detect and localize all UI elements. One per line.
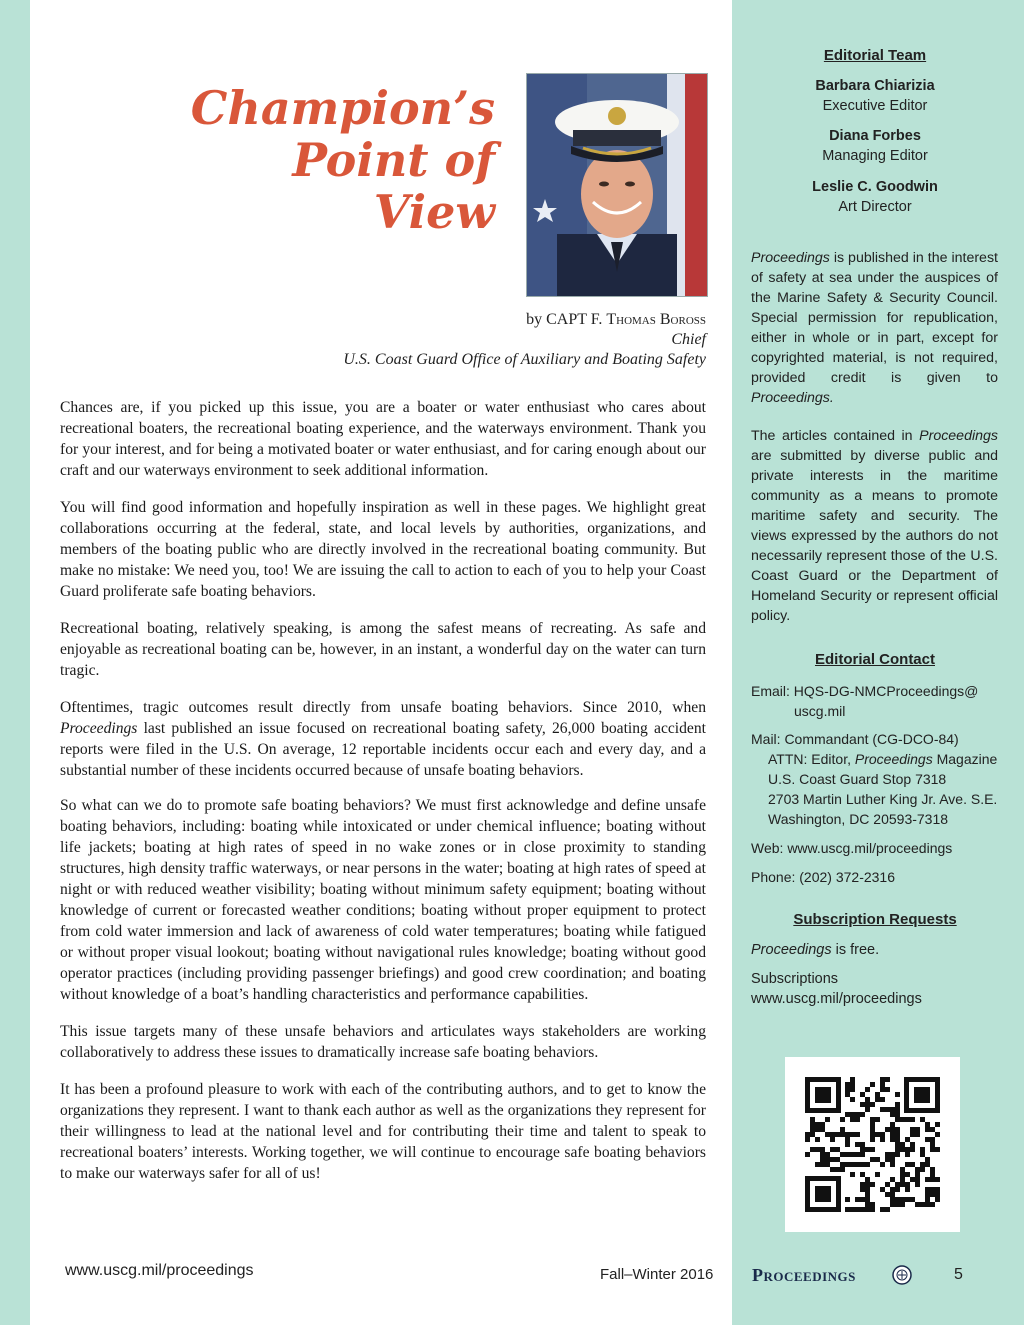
qr-module xyxy=(815,1127,820,1132)
pub-text: is published in the interest of safety at sea under the auspices of the Marine Safety & Security Council. Special permission for republication, either in whole or in part, except for copyrighted material, is not required, provided credit is given to xyxy=(751,250,998,386)
qr-module xyxy=(875,1157,880,1162)
qr-module xyxy=(915,1167,920,1172)
qr-module xyxy=(920,1202,925,1207)
qr-module xyxy=(925,1202,930,1207)
byline-role: Chief xyxy=(671,331,706,348)
qr-module xyxy=(900,1202,905,1207)
qr-module xyxy=(900,1167,905,1172)
qr-module xyxy=(845,1152,850,1157)
qr-module xyxy=(890,1202,895,1207)
qr-module xyxy=(880,1137,885,1142)
paragraph-4-start: Oftentimes, tragic outcomes result directly from unsafe boating behaviors. Since 2010, when xyxy=(60,699,706,716)
qr-module xyxy=(915,1202,920,1207)
qr-module xyxy=(890,1112,895,1117)
mail-attn-italic: Proceedings xyxy=(854,751,933,767)
editorial-team-heading: Editorial Team xyxy=(823,47,927,64)
qr-module xyxy=(900,1177,905,1182)
qr-module xyxy=(900,1117,905,1122)
qr-module xyxy=(910,1197,915,1202)
qr-module xyxy=(935,1197,940,1202)
title-line-2: Point of xyxy=(292,133,495,187)
qr-module xyxy=(840,1132,845,1137)
qr-code-icon xyxy=(785,1057,960,1232)
qr-module xyxy=(895,1187,900,1192)
qr-module xyxy=(880,1077,885,1082)
qr-module xyxy=(860,1142,865,1147)
qr-module xyxy=(920,1152,925,1157)
qr-module xyxy=(890,1177,895,1182)
qr-module xyxy=(935,1122,940,1127)
paragraph-6: This issue targets many of these unsafe behaviors and articulates ways stakeholders are working collaboratively to address these issues to dramatically increase safe boating behaviors. xyxy=(60,1023,706,1061)
subscription-free xyxy=(751,940,879,960)
qr-module xyxy=(875,1172,880,1177)
qr-module xyxy=(830,1167,835,1172)
qr-module xyxy=(930,1192,935,1197)
paragraph-2: You will find good information and hopefully inspiration as well in these pages. We highlight great collaborations occurring at the federal, state, and local levels by authorities, organizations, and members of the boating public who are directly involved in the recreational boating community. But make no mistake: We need you, too! We are issuing the call to action to each of you to help your Coast Guard proliferate safe boating behaviors. xyxy=(60,499,706,600)
qr-module xyxy=(865,1102,870,1107)
qr-module xyxy=(865,1207,870,1212)
articles-text-b: are submitted by diverse public and private interests in the maritime community as a means to promote maritime safety and security. The views expressed by the authors do not necessarily represent those of the U.S. Coast Guard or the Department of Homeland Security or represent official policy. xyxy=(751,448,998,624)
qr-module xyxy=(920,1147,925,1152)
qr-module xyxy=(910,1147,915,1152)
pub-italic: Proceedings xyxy=(751,250,830,266)
qr-module xyxy=(870,1147,875,1152)
team-member-2 xyxy=(742,126,1008,166)
qr-module xyxy=(850,1087,855,1092)
publication-notice xyxy=(751,248,998,408)
qr-module xyxy=(870,1082,875,1087)
subscription-label: Subscriptions xyxy=(751,971,839,987)
qr-module xyxy=(865,1182,870,1187)
team-member-3 xyxy=(742,177,1008,217)
qr-module xyxy=(890,1197,895,1202)
qr-module xyxy=(815,1147,820,1152)
qr-module xyxy=(885,1107,890,1112)
articles-italic: Proceedings xyxy=(919,428,998,444)
qr-module xyxy=(850,1082,855,1087)
qr-module xyxy=(855,1117,860,1122)
qr-module xyxy=(845,1207,850,1212)
title-line-1: Champion’s xyxy=(190,81,495,135)
qr-module xyxy=(850,1077,855,1082)
qr-module xyxy=(890,1152,895,1157)
qr-module xyxy=(820,1162,825,1167)
qr-module xyxy=(880,1162,885,1167)
qr-module xyxy=(915,1132,920,1137)
qr-module xyxy=(915,1177,920,1182)
team-member-name: Leslie C. Goodwin xyxy=(812,179,938,195)
qr-module xyxy=(810,1132,815,1137)
byline-office: U.S. Coast Guard Office of Auxiliary and Boating Safety xyxy=(343,351,706,368)
paragraph-1: Chances are, if you picked up this issue, you are a boater or water enthusiast who cares about recreational boaters, the recreational boating experience, and the waterways environment. Thank you for your interest, and for being a motivated boater or water enthusiast, and for caring enough about our craft and our waterways environment to seek additional information. xyxy=(60,399,706,479)
qr-module xyxy=(935,1177,940,1182)
qr-module xyxy=(895,1137,900,1142)
qr-module xyxy=(850,1172,855,1177)
qr-module xyxy=(865,1162,870,1167)
footer-publication: Proceedings xyxy=(752,1265,856,1285)
qr-module xyxy=(920,1117,925,1122)
qr-module xyxy=(925,1197,930,1202)
paragraph-3: Recreational boating, relatively speaking, is among the safest means of recreating. As safe and enjoyable as recreational boating can be, however, in an instant, a wonderful day on the water can turn tragic. xyxy=(60,620,706,679)
qr-module xyxy=(860,1147,865,1152)
qr-module xyxy=(885,1157,890,1162)
qr-module xyxy=(830,1137,835,1142)
qr-module xyxy=(855,1152,860,1157)
qr-module xyxy=(855,1207,860,1212)
qr-module xyxy=(930,1202,935,1207)
qr-module xyxy=(910,1142,915,1147)
qr-module xyxy=(820,1127,825,1132)
qr-module xyxy=(895,1202,900,1207)
paragraph-5: So what can we do to promote safe boating behaviors? We must first acknowledge and define unsafe boating behaviors, including: boating while intoxicated or under chemical influence; boating without life jackets; boating at high rates of speed in no wake zones or in close proximity to standing structures, high density traffic waterways, or near persons in the water; boating at high rates of speed at night or with reduced weather visibility; boating without minimum safety equipment; boating without knowledge of current or forecasted weather conditions; boating without proper equipment to protect from cold water immersion and lack of awareness of cold water temperatures; boating while fatigued or without proper visual lookout; boating without navigational rules knowledge; boating without good operator practices (including providing passenger briefings) and good crew coordination; and boating without knowledge of a boat’s handling characteristics and performance capabilities. xyxy=(60,797,706,1003)
qr-module xyxy=(865,1177,870,1182)
articles-text-a: The articles contained in xyxy=(751,428,920,444)
qr-module xyxy=(930,1187,935,1192)
qr-module xyxy=(815,1122,820,1127)
qr-module xyxy=(850,1112,855,1117)
qr-module xyxy=(855,1142,860,1147)
qr-module xyxy=(820,1147,825,1152)
editorial-contact-heading: Editorial Contact xyxy=(814,651,935,668)
qr-module xyxy=(890,1157,895,1162)
qr-module xyxy=(925,1127,930,1132)
captain-portrait-photo xyxy=(526,73,708,297)
qr-module xyxy=(840,1167,845,1172)
qr-module xyxy=(830,1132,835,1137)
qr-module xyxy=(865,1192,870,1197)
qr-module xyxy=(880,1097,885,1102)
qr-module xyxy=(885,1207,890,1212)
qr-module xyxy=(880,1207,885,1212)
qr-module xyxy=(930,1172,935,1177)
qr-module xyxy=(890,1137,895,1142)
qr-module xyxy=(815,1162,820,1167)
qr-module xyxy=(875,1092,880,1097)
qr-module xyxy=(820,1122,825,1127)
qr-module xyxy=(885,1182,890,1187)
qr-module xyxy=(845,1197,850,1202)
left-color-band xyxy=(0,0,30,1325)
qr-module xyxy=(910,1132,915,1137)
qr-module xyxy=(865,1202,870,1207)
qr-module xyxy=(840,1127,845,1132)
contact-phone: Phone: (202) 372-2316 xyxy=(751,869,895,885)
contact-email-cont: uscg.mil xyxy=(794,703,846,719)
byline-prefix: by CAPT F. xyxy=(526,311,607,328)
byline-author xyxy=(300,310,706,330)
qr-module xyxy=(925,1177,930,1182)
qr-module xyxy=(835,1147,840,1152)
qr-module xyxy=(885,1087,890,1092)
qr-module xyxy=(830,1147,835,1152)
qr-module xyxy=(895,1197,900,1202)
byline-name: Thomas Boross xyxy=(606,311,706,328)
qr-module xyxy=(925,1162,930,1167)
qr-module xyxy=(860,1102,865,1107)
qr-module xyxy=(890,1122,895,1127)
qr-module xyxy=(905,1162,910,1167)
qr-module xyxy=(845,1162,850,1167)
qr-module xyxy=(840,1117,845,1122)
qr-module xyxy=(865,1097,870,1102)
qr-module xyxy=(820,1152,825,1157)
qr-module xyxy=(860,1092,865,1097)
qr-module xyxy=(860,1112,865,1117)
article-title xyxy=(120,82,495,238)
subscription-url: www.uscg.mil/proceedings xyxy=(751,991,922,1007)
qr-module xyxy=(895,1132,900,1137)
qr-module xyxy=(860,1172,865,1177)
paragraph-4 xyxy=(60,697,706,781)
team-member-1 xyxy=(742,76,1008,116)
qr-module xyxy=(875,1132,880,1137)
qr-module xyxy=(890,1162,895,1167)
qr-module xyxy=(860,1207,865,1212)
qr-module xyxy=(885,1127,890,1132)
qr-module xyxy=(900,1182,905,1187)
qr-module xyxy=(825,1152,830,1157)
qr-module xyxy=(915,1182,920,1187)
qr-module xyxy=(870,1127,875,1132)
qr-module xyxy=(880,1082,885,1087)
qr-module xyxy=(930,1137,935,1142)
qr-module xyxy=(905,1197,910,1202)
qr-module xyxy=(860,1162,865,1167)
subscription-heading: Subscription Requests xyxy=(793,911,957,928)
qr-module xyxy=(805,1132,810,1137)
qr-module xyxy=(805,1152,810,1157)
qr-module xyxy=(935,1192,940,1197)
qr-module xyxy=(880,1087,885,1092)
qr-module xyxy=(905,1117,910,1122)
qr-module xyxy=(930,1147,935,1152)
qr-module xyxy=(880,1132,885,1137)
articles-disclaimer xyxy=(751,426,998,626)
qr-module xyxy=(865,1087,870,1092)
qr-module xyxy=(885,1192,890,1197)
footer-issue: Fall–Winter 2016 xyxy=(600,1266,714,1283)
qr-module xyxy=(850,1152,855,1157)
qr-module xyxy=(870,1102,875,1107)
qr-module xyxy=(860,1187,865,1192)
qr-module xyxy=(930,1177,935,1182)
qr-module xyxy=(895,1127,900,1132)
subs-italic: Proceedings xyxy=(751,942,832,958)
qr-module xyxy=(860,1197,865,1202)
qr-module xyxy=(895,1102,900,1107)
mail-attn-a: ATTN: Editor, xyxy=(768,751,855,767)
qr-module xyxy=(860,1182,865,1187)
qr-module xyxy=(925,1187,930,1192)
qr-module xyxy=(815,1137,820,1142)
byline xyxy=(300,310,706,370)
qr-module xyxy=(855,1112,860,1117)
qr-module xyxy=(835,1167,840,1172)
subs-free: is free. xyxy=(831,942,880,958)
team-member-name: Diana Forbes xyxy=(829,128,921,144)
qr-module xyxy=(890,1132,895,1137)
qr-module xyxy=(910,1117,915,1122)
contact-web: Web: www.uscg.mil/proceedings xyxy=(751,840,953,856)
qr-module xyxy=(845,1132,850,1137)
qr-module xyxy=(910,1127,915,1132)
qr-module xyxy=(905,1182,910,1187)
qr-module xyxy=(915,1172,920,1177)
paragraph-7: It has been a profound pleasure to work with each of the contributing authors, and to get to know the organizations they represent. I want to thank each author as well as the organizations they represent for their willingness to lead at the national level and for contributing their time and talent to speak to recreational boaters’ interests. Working together, we will continue to encourage safe boating behaviors to make our waterways safer for all of us! xyxy=(60,1081,706,1182)
qr-module xyxy=(865,1107,870,1112)
qr-module xyxy=(810,1127,815,1132)
qr-module xyxy=(935,1187,940,1192)
qr-module xyxy=(870,1117,875,1122)
qr-module xyxy=(810,1122,815,1127)
contact-mail: Mail: Commandant (CG-DCO-84) xyxy=(751,731,959,747)
contact-mail-line3: U.S. Coast Guard Stop 7318 xyxy=(768,771,947,787)
qr-module xyxy=(870,1202,875,1207)
qr-module xyxy=(895,1182,900,1187)
qr-module xyxy=(840,1152,845,1157)
paragraph-4-italic: Proceedings xyxy=(60,720,138,737)
qr-module xyxy=(900,1147,905,1152)
qr-module xyxy=(930,1142,935,1147)
qr-module xyxy=(910,1177,915,1182)
qr-module xyxy=(895,1092,900,1097)
qr-module xyxy=(845,1092,850,1097)
coast-guard-seal-icon xyxy=(892,1265,912,1285)
qr-module xyxy=(895,1117,900,1122)
qr-module xyxy=(805,1137,810,1142)
qr-module xyxy=(835,1157,840,1162)
qr-module xyxy=(890,1127,895,1132)
qr-module xyxy=(930,1127,935,1132)
qr-module xyxy=(890,1107,895,1112)
qr-module xyxy=(895,1112,900,1117)
qr-module xyxy=(825,1162,830,1167)
mail-attn-b: Magazine xyxy=(932,751,998,767)
qr-module xyxy=(850,1097,855,1102)
qr-module xyxy=(895,1152,900,1157)
paragraph-4-end: last published an issue focused on recreational boating safety, 26,000 boating accident reports were filed in the U.S. On average, 12 reportable incidents occur each and every day, and a substantial number of these incidents occurred because of unsafe boating behaviors. xyxy=(60,720,706,779)
article-body xyxy=(60,397,706,1200)
qr-module xyxy=(905,1137,910,1142)
qr-module xyxy=(850,1132,855,1137)
qr-module xyxy=(810,1147,815,1152)
qr-module xyxy=(895,1147,900,1152)
contact-email: Email: HQS-DG-NMCProceedings@ xyxy=(751,683,979,699)
qr-module xyxy=(935,1147,940,1152)
qr-module xyxy=(935,1132,940,1137)
qr-module xyxy=(845,1087,850,1092)
qr-module xyxy=(900,1172,905,1177)
qr-module xyxy=(905,1172,910,1177)
qr-module xyxy=(905,1147,910,1152)
page-number: 5 xyxy=(954,1266,963,1283)
team-member-role: Executive Editor xyxy=(822,98,928,114)
qr-module xyxy=(925,1192,930,1197)
qr-module xyxy=(845,1142,850,1147)
contact-mail-line5: Washington, DC 20593-7318 xyxy=(768,811,949,827)
qr-module xyxy=(810,1117,815,1122)
qr-module xyxy=(875,1117,880,1122)
qr-module xyxy=(925,1122,930,1127)
qr-module xyxy=(895,1142,900,1147)
qr-module xyxy=(845,1137,850,1142)
qr-module xyxy=(915,1127,920,1132)
qr-module xyxy=(890,1187,895,1192)
contact-mail-line4: 2703 Martin Luther King Jr. Ave. S.E. xyxy=(768,791,998,807)
qr-module xyxy=(890,1192,895,1197)
qr-module xyxy=(855,1132,860,1137)
footer-url: www.uscg.mil/proceedings xyxy=(65,1262,254,1279)
team-member-role: Managing Editor xyxy=(822,148,928,164)
qr-module xyxy=(895,1107,900,1112)
qr-module xyxy=(855,1162,860,1167)
qr-module xyxy=(850,1162,855,1167)
qr-module xyxy=(860,1152,865,1157)
qr-module xyxy=(870,1182,875,1187)
qr-module xyxy=(870,1137,875,1142)
qr-module xyxy=(850,1207,855,1212)
qr-module xyxy=(845,1112,850,1117)
qr-module xyxy=(845,1082,850,1087)
qr-module xyxy=(925,1157,930,1162)
qr-module xyxy=(920,1162,925,1167)
qr-module xyxy=(855,1197,860,1202)
qr-module xyxy=(835,1132,840,1137)
qr-module xyxy=(880,1107,885,1112)
qr-module xyxy=(905,1187,910,1192)
qr-module xyxy=(905,1152,910,1157)
team-member-role: Art Director xyxy=(838,199,912,215)
qr-module xyxy=(865,1187,870,1192)
qr-module xyxy=(925,1137,930,1142)
qr-module xyxy=(825,1117,830,1122)
qr-module xyxy=(840,1162,845,1167)
qr-module xyxy=(885,1077,890,1082)
qr-module xyxy=(920,1167,925,1172)
qr-module xyxy=(870,1157,875,1162)
qr-module xyxy=(825,1132,830,1137)
team-member-name: Barbara Chiarizia xyxy=(815,78,935,94)
pub-italic-end: Proceedings. xyxy=(751,390,834,406)
qr-module xyxy=(880,1187,885,1192)
qr-module xyxy=(865,1147,870,1152)
qr-module xyxy=(885,1152,890,1157)
qr-module xyxy=(930,1167,935,1172)
qr-module xyxy=(870,1207,875,1212)
qr-module xyxy=(870,1132,875,1137)
qr-module xyxy=(875,1097,880,1102)
qr-module xyxy=(820,1157,825,1162)
qr-module xyxy=(825,1157,830,1162)
contact-mail-attn xyxy=(768,749,997,769)
qr-module xyxy=(900,1197,905,1202)
qr-module xyxy=(865,1197,870,1202)
qr-module xyxy=(850,1117,855,1122)
title-line-3: View xyxy=(373,185,495,239)
qr-module xyxy=(910,1162,915,1167)
qr-module xyxy=(900,1142,905,1147)
qr-module xyxy=(870,1122,875,1127)
qr-module xyxy=(830,1157,835,1162)
